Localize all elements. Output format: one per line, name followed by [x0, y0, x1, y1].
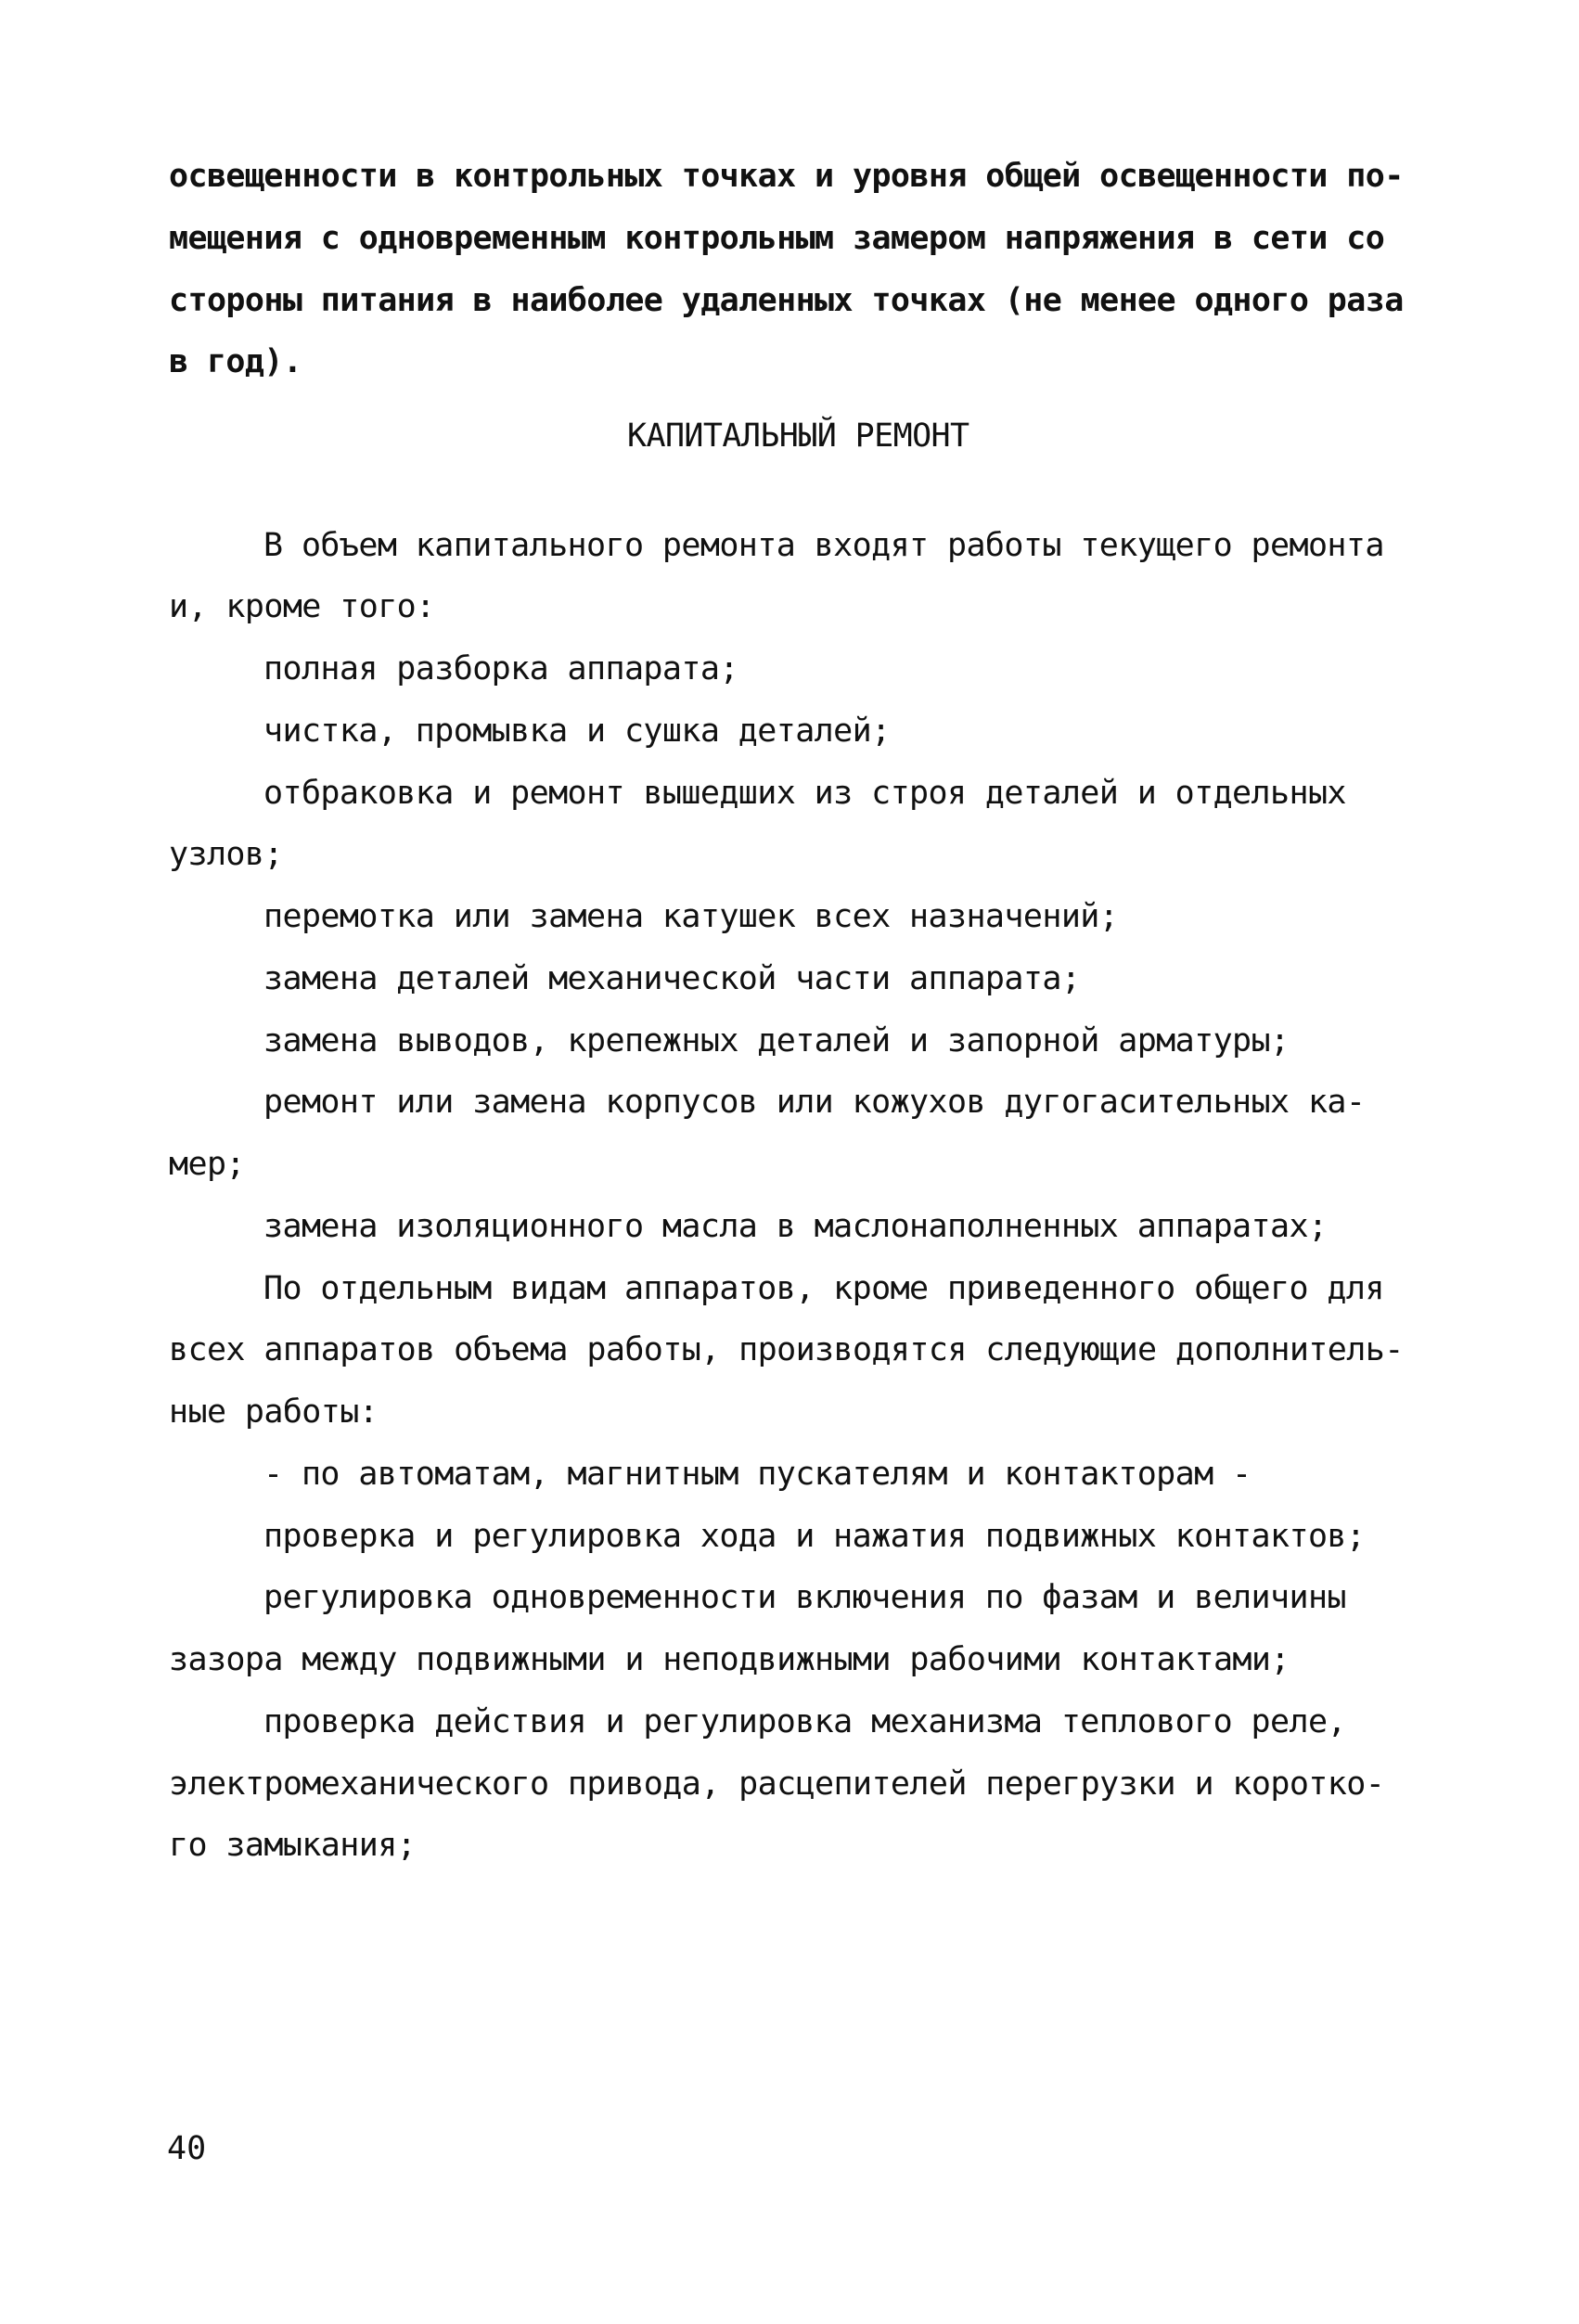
intro-line-4: в год). [169, 343, 302, 380]
body-line-18: регулировка одновременности включения по фазам и величины [263, 1579, 1346, 1616]
body-line-10: ремонт или замена корпусов или кожухов дугогасительных ка- [263, 1084, 1366, 1121]
body-line-15: ные работы: [169, 1393, 379, 1431]
body-line-9: замена выводов, крепежных деталей и запорной арматуры; [263, 1022, 1290, 1059]
body-line-2: и, кроме того: [169, 588, 435, 625]
body-line-8: замена деталей механической части аппарата; [263, 960, 1081, 997]
body-line-11: мер; [169, 1146, 245, 1183]
body-line-1: В объем капитального ремонта входят работы текущего ремонта [263, 527, 1384, 564]
body-line-17: проверка и регулировка хода и нажатия подвижных контактов; [263, 1518, 1366, 1555]
body-line-20: проверка действия и регулировка механизма теплового реле, [263, 1703, 1346, 1740]
body-line-7: перемотка или замена катушек всех назначений; [263, 898, 1119, 935]
body-line-4: чистка, промывка и сушка деталей; [263, 713, 891, 750]
page-number: 40 [167, 2130, 207, 2167]
section-title: КАПИТАЛЬНЫЙ РЕМОНТ [627, 417, 969, 455]
body-line-22: го замыкания; [169, 1827, 417, 1864]
body-line-13: По отдельным видам аппаратов, кроме приведенного общего для [263, 1270, 1384, 1307]
body-line-16: - по автоматам, магнитным пускателям и контакторам - [263, 1456, 1252, 1493]
intro-line-1: освещенности в контрольных точках и уровня общей освещенности по- [169, 158, 1404, 195]
body-line-12: замена изоляционного масла в маслонаполненных аппаратах; [263, 1208, 1328, 1245]
intro-line-2: мещения с одновременным контрольным замером напряжения в сети со [169, 220, 1385, 257]
body-line-14: всех аппаратов объема работы, производятся следующие дополнитель- [169, 1331, 1404, 1368]
body-line-3: полная разборка аппарата; [263, 650, 738, 687]
body-line-6: узлов; [169, 836, 283, 873]
body-line-5: отбраковка и ремонт вышедших из строя деталей и отдельных [263, 775, 1346, 812]
intro-line-3: стороны питания в наиболее удаленных точках (не менее одного раза [169, 282, 1404, 319]
body-line-19: зазора между подвижными и неподвижными рабочими контактами; [169, 1641, 1290, 1678]
body-line-21: электромеханического привода, расцепителей перегрузки и коротко- [169, 1765, 1385, 1803]
